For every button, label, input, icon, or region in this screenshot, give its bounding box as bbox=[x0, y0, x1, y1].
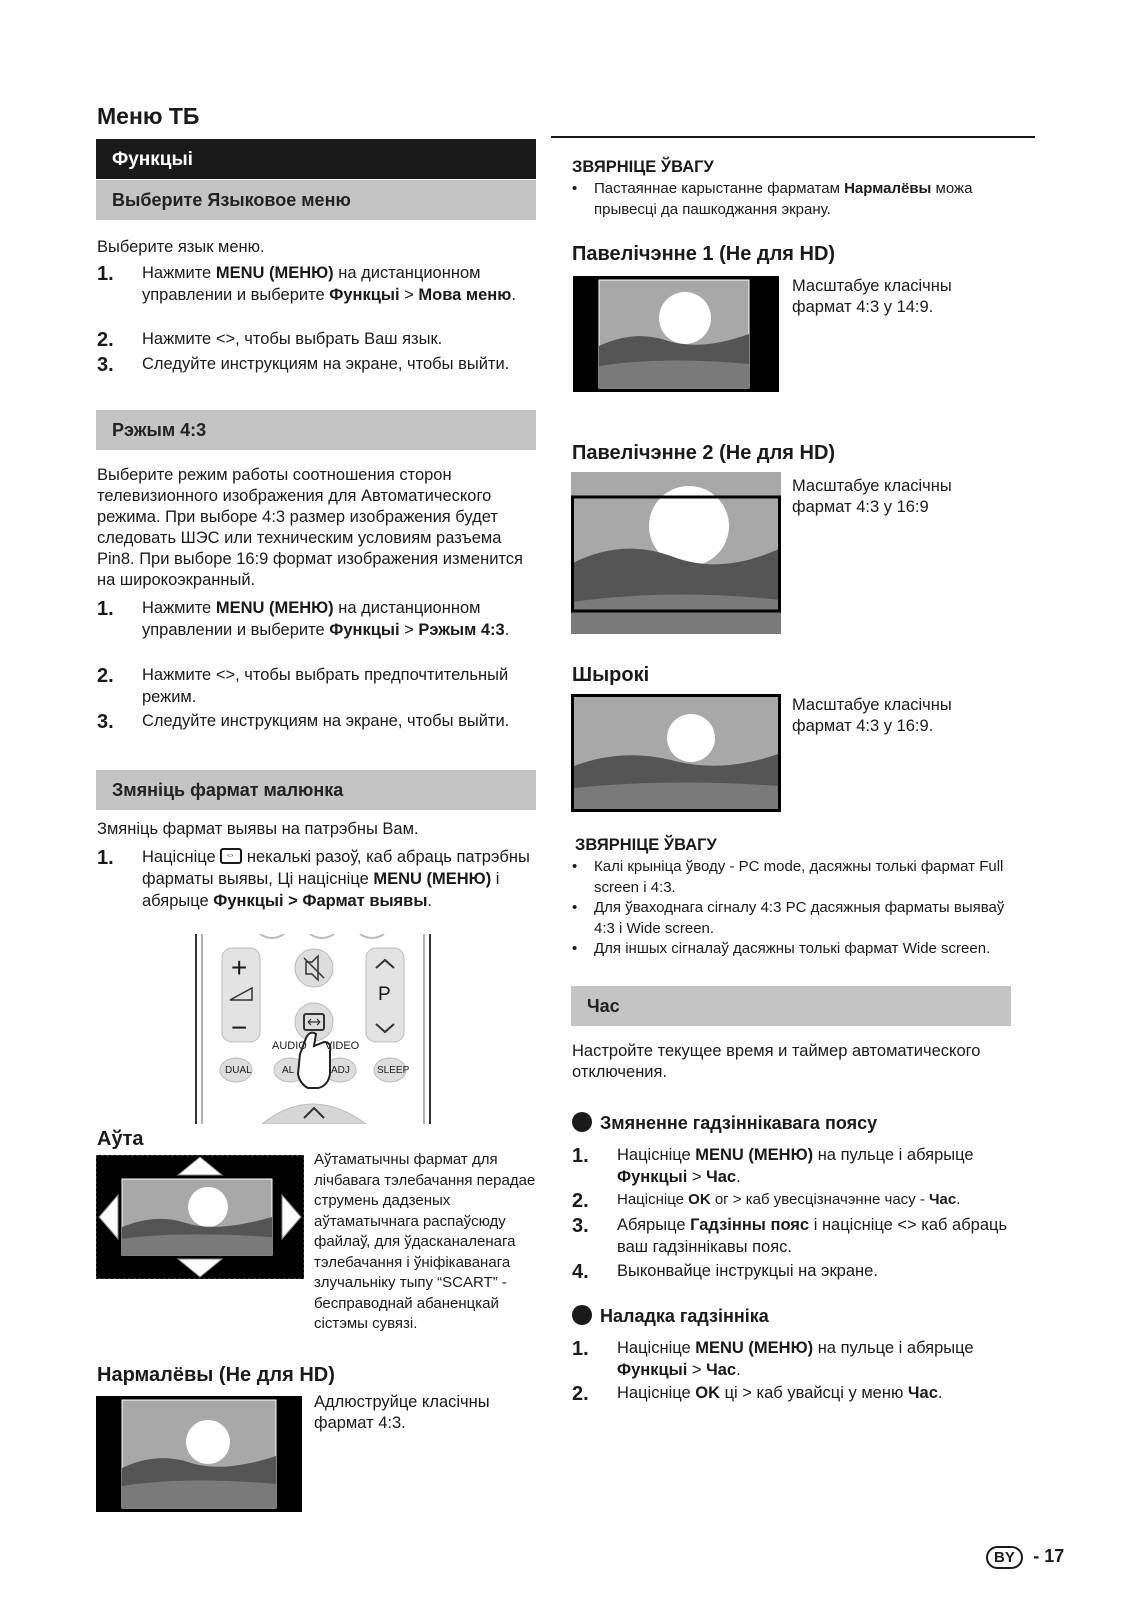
tz-step-3 bbox=[572, 1214, 1014, 1258]
step-text: Нажмите <>, чтобы выбрать предпочтительный режим. bbox=[142, 666, 509, 706]
remote-illustration bbox=[190, 934, 442, 1124]
bullet-dot: • bbox=[572, 899, 578, 916]
step-number: 3. bbox=[97, 711, 114, 733]
step-sep: > bbox=[687, 1168, 707, 1186]
step-bold: MENU (МЕНЮ) bbox=[215, 264, 334, 282]
step-text: і абярыце bbox=[142, 870, 500, 910]
step-text: Націсніце bbox=[617, 1384, 696, 1402]
step-text: Следуйте инструкциям на экране, чтобы выйти. bbox=[142, 712, 510, 730]
step-text: Абярыце bbox=[617, 1216, 691, 1234]
zoom2-description: Масштабуе класічны фармат 4:3 у 16:9 bbox=[792, 477, 952, 516]
format-button-icon: ⇔ bbox=[220, 848, 242, 864]
note-text: Для ўваходнага сігналу 4:3 PC дасяжныя фарматы выяваў 4:3 і Wide screen. bbox=[594, 899, 1005, 937]
section-bar-functions: Функцыі bbox=[96, 139, 536, 179]
page-number: - 17 bbox=[1033, 1546, 1065, 1566]
step-bold: Функцыі bbox=[617, 1168, 688, 1186]
bullet-dot: • bbox=[572, 180, 578, 197]
tz-step-1 bbox=[572, 1144, 1014, 1188]
step-number: 2. bbox=[97, 329, 114, 351]
step-number: 2. bbox=[572, 1383, 589, 1405]
note2-item-1 bbox=[572, 857, 1012, 898]
note1-item bbox=[572, 179, 1012, 220]
subheading-text: Змяненне гадзіннікавага поясу bbox=[600, 1113, 878, 1133]
lang-step-2 bbox=[97, 328, 537, 350]
step-text: Націсніце bbox=[617, 1146, 696, 1164]
step-text: . bbox=[937, 1384, 943, 1402]
step-number: 3. bbox=[572, 1215, 589, 1237]
step-text: на дистанционном управлении и выберите bbox=[142, 599, 481, 639]
step-bold: Функцыі bbox=[617, 1361, 688, 1379]
set-step-1 bbox=[572, 1337, 1014, 1381]
lang-menu-bar: Выберите Языковое меню bbox=[96, 180, 536, 220]
note-text: Калі крыніца ўводу - PC mode, дасяжны толькі фармат Full screen і 4:3. bbox=[594, 858, 1004, 896]
bullet-dot: • bbox=[572, 858, 578, 875]
zoom2-format-illustration bbox=[571, 472, 781, 634]
step-text: на дистанционном управлении и выберите bbox=[142, 264, 481, 304]
note2-item-3 bbox=[572, 939, 1012, 960]
step-text: . bbox=[956, 1191, 961, 1208]
remote-video-label: VIDEO bbox=[325, 1040, 360, 1052]
format-intro: Змяніць фармат выявы на патрэбны Вам. bbox=[97, 820, 419, 838]
normal-description: Адлюструйце класічны фармат 4:3. bbox=[314, 1393, 490, 1432]
step-bold: Час bbox=[706, 1168, 737, 1186]
mode43-step-3 bbox=[97, 710, 537, 732]
step-bold: MENU (МЕНЮ) bbox=[695, 1146, 814, 1164]
auto-title: Аўта bbox=[97, 1128, 144, 1150]
normal-format-illustration bbox=[96, 1396, 302, 1512]
step-text: Нажмите <>, чтобы выбрать Ваш язык. bbox=[142, 330, 443, 348]
format-step-1 bbox=[97, 846, 537, 912]
zoom2-title: Павелічэнне 2 (Не для HD) bbox=[572, 442, 836, 464]
zoom1-title: Павелічэнне 1 (Не для HD) bbox=[572, 243, 836, 265]
note-text: Для іншых сігналаў дасяжны толькі фармат Wide screen. bbox=[594, 940, 991, 957]
auto-description: Аўтаматычны фармат для лічбавага тэлебачання перадае струмень дадзеных аўтаматычнага распаўсюду файлаў, для ўдасканаленага тэлебачання і ўніфікаванага злучальніку тыпу “SCART” - бесправоднай абаненцкай сістэмы сувязі. bbox=[314, 1151, 536, 1332]
step-bold: MENU (МЕНЮ) bbox=[373, 870, 492, 888]
step-bold: MENU (МЕНЮ) bbox=[695, 1339, 814, 1357]
step-bold: MENU (МЕНЮ) bbox=[215, 599, 334, 617]
step-sep: > bbox=[687, 1361, 707, 1379]
bullet-circle-icon bbox=[572, 1112, 592, 1132]
lang-intro: Выберите язык меню. bbox=[97, 238, 265, 256]
clock-setup-subheading bbox=[572, 1305, 769, 1327]
mode43-intro: Выберите режим работы соотношения сторон телевизионного изображения для Автоматического режима. При выборе 4:3 размер изображения будет следовать ШЭС или техническим условиям разъема Pin8. При выборе 16:9 формат изображения изменится на широкоэкранный. bbox=[97, 466, 523, 589]
step-text: Націсніце bbox=[617, 1339, 696, 1357]
wide-format-illustration bbox=[571, 694, 781, 812]
step-bold: Функцыі > Фармат выявы bbox=[213, 892, 428, 910]
step-text: . bbox=[736, 1361, 741, 1379]
step-text: . bbox=[511, 286, 516, 304]
step-bold: OK bbox=[688, 1191, 711, 1208]
zoom1-description: Масштабуе класічны фармат 4:3 у 14:9. bbox=[792, 277, 952, 316]
remote-volume-plus: + bbox=[231, 952, 248, 983]
remote-volume-minus: − bbox=[231, 1012, 248, 1043]
set-step-2 bbox=[572, 1382, 1014, 1404]
note2-item-2 bbox=[572, 898, 1012, 939]
note-text: Пастаяннае карыстанне фарматам bbox=[594, 180, 845, 197]
bullet-circle-icon bbox=[572, 1305, 592, 1325]
mode43-step-2 bbox=[97, 664, 537, 708]
clock-intro: Настройте текущее время и таймер автоматического отключения. bbox=[572, 1042, 981, 1081]
remote-sleep-button: SLEEP bbox=[377, 1065, 410, 1076]
step-sep: > bbox=[399, 621, 419, 639]
step-bold: Час bbox=[907, 1384, 938, 1402]
bullet-dot: • bbox=[572, 940, 578, 957]
step-text: Націсніце bbox=[142, 848, 221, 866]
step-bold: Функцыі bbox=[329, 621, 400, 639]
step-text: Выконвайце інструкцыі на экране. bbox=[617, 1262, 878, 1280]
step-bold: OK bbox=[695, 1384, 721, 1402]
step-bold: Рэжым 4:3 bbox=[418, 621, 505, 639]
auto-format-illustration bbox=[96, 1155, 304, 1279]
clock-bar: Час bbox=[571, 986, 1011, 1026]
remote-al-button: AL bbox=[282, 1065, 295, 1076]
step-number: 1. bbox=[97, 847, 114, 869]
page-title: Меню ТБ bbox=[97, 103, 200, 129]
step-number: 1. bbox=[572, 1338, 589, 1360]
page-footer bbox=[986, 1546, 1064, 1569]
language-badge: BY bbox=[986, 1546, 1023, 1569]
step-text: ог > каб увесцізначэнне часу - bbox=[710, 1191, 929, 1208]
step-bold: Функцыі bbox=[329, 286, 400, 304]
lang-step-3 bbox=[97, 353, 537, 375]
step-text: і націсніце <> каб абраць ваш гадзіннікавы пояс. bbox=[617, 1216, 1008, 1256]
step-bold: Гадзінны пояс bbox=[690, 1216, 810, 1234]
step-text: . bbox=[504, 621, 510, 639]
step-text: Нажмите bbox=[142, 599, 216, 617]
step-text: Націсніце bbox=[617, 1191, 689, 1208]
note-bold: Нармалёвы bbox=[844, 180, 932, 197]
timezone-subheading bbox=[572, 1112, 877, 1134]
step-number: 1. bbox=[572, 1145, 589, 1167]
mode43-step-1 bbox=[97, 597, 537, 641]
mode43-bar: Рэжым 4:3 bbox=[96, 410, 536, 450]
wide-description: Масштабуе класічны фармат 4:3 у 16:9. bbox=[792, 696, 952, 735]
step-number: 1. bbox=[97, 598, 114, 620]
remote-dual-button: DUAL bbox=[225, 1065, 252, 1076]
wide-title: Шырокі bbox=[572, 664, 650, 686]
lang-step-1 bbox=[97, 262, 537, 306]
step-text: некалькі разоў, каб абраць патрэбны фарматы выявы, Ці націсніце bbox=[142, 848, 530, 888]
subheading-text: Наладка гадзінніка bbox=[600, 1306, 769, 1326]
step-text: на пульце і абярыце bbox=[813, 1146, 974, 1164]
remote-adj-button: ADJ bbox=[331, 1065, 350, 1076]
step-text: Нажмите bbox=[142, 264, 216, 282]
step-number: 2. bbox=[572, 1190, 589, 1212]
step-number: 3. bbox=[97, 354, 114, 376]
step-text: Следуйте инструкциям на экране, чтобы выйти. bbox=[142, 355, 510, 373]
note1-title: ЗВЯРНІЦЕ ЎВАГУ bbox=[572, 158, 714, 176]
step-number: 2. bbox=[97, 665, 114, 687]
tz-step-2 bbox=[572, 1189, 1014, 1211]
format-bar: Змяніць фармат малюнка bbox=[96, 770, 536, 810]
step-sep: > bbox=[399, 286, 419, 304]
step-bold: Час bbox=[706, 1361, 737, 1379]
note2-title: ЗВЯРНІЦЕ ЎВАГУ bbox=[575, 836, 717, 854]
step-text: ці > каб увайсці у меню bbox=[720, 1384, 908, 1402]
step-bold: Мова меню bbox=[418, 286, 512, 304]
step-text: на пульце і абярыце bbox=[813, 1339, 974, 1357]
remote-audio-label: AUDIO bbox=[272, 1040, 307, 1052]
step-text: . bbox=[427, 892, 433, 910]
step-number: 4. bbox=[572, 1261, 589, 1283]
note-text: можа прывесці да пашкоджання экрану. bbox=[594, 180, 973, 218]
step-number: 1. bbox=[97, 263, 114, 285]
step-bold: Час bbox=[929, 1191, 957, 1208]
zoom1-format-illustration bbox=[573, 276, 779, 392]
remote-program-p: P bbox=[378, 984, 391, 1005]
title-rule bbox=[551, 136, 1035, 138]
normal-title: Нармалёвы (Не для HD) bbox=[97, 1364, 335, 1386]
tz-step-4 bbox=[572, 1260, 1014, 1282]
step-text: . bbox=[736, 1168, 741, 1186]
